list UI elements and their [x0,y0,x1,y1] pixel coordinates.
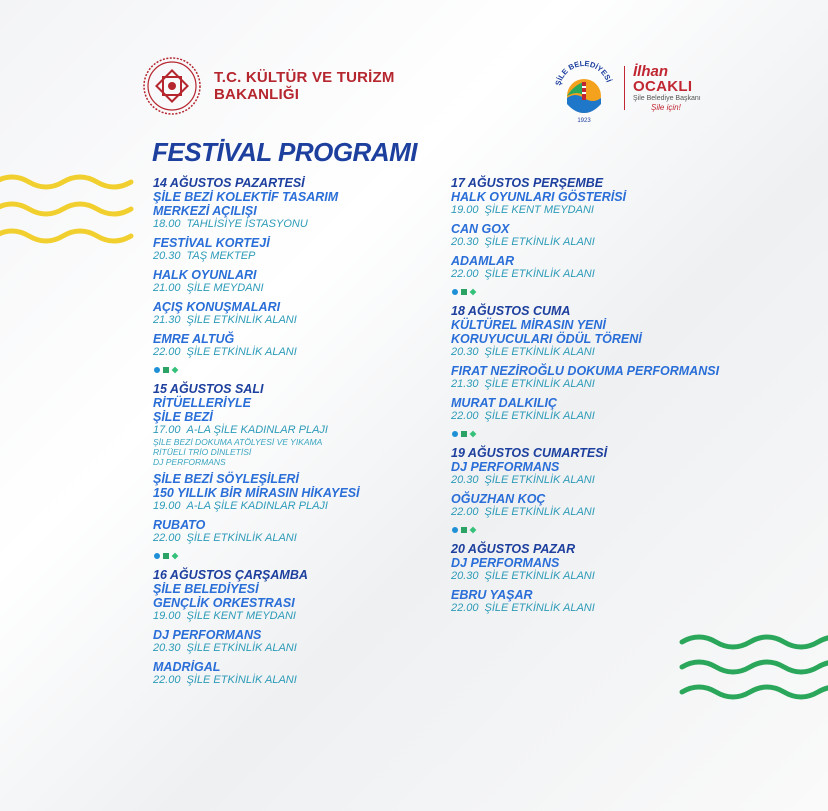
event-info [451,236,741,249]
section-divider [452,431,741,437]
event-venue: ŞİLE KENT MEYDANI [186,610,296,622]
event-time: 20.30 [153,250,181,262]
event-time: 22.00 [451,506,479,518]
event-venue: ŞİLE ETKİNLİK ALANI [484,570,595,582]
event-name: DJ PERFORMANS [451,556,560,570]
day-section [451,446,741,519]
event-time: 17.00 [153,424,181,436]
slogan: Şile için! [651,102,681,112]
event-name: ŞİLE BEZİ KOLEKTİF TASARIM [153,190,339,204]
divider-dot-icon [461,289,467,295]
event-name: RUBATO [153,518,206,532]
event-name: ŞİLE BEZİ [153,410,213,424]
ministry-seal-icon [142,56,202,116]
event-info [451,378,741,391]
event-note-line: RİTÜELİ TRİO DİNLETİSİ [153,447,252,457]
event-name: GENÇLİK ORKESTRASI [153,596,295,610]
event-name: HALK OYUNLARI [153,268,257,282]
event-name: EBRU YAŞAR [451,588,533,602]
event-name: ŞİLE BELEDİYESİ [153,582,259,596]
event-item [153,472,433,513]
divider-dot-icon [163,553,169,559]
event-info [153,314,433,327]
program-column-left [153,176,433,692]
event-item [451,318,741,359]
event-item [153,300,433,327]
event-item [451,556,741,583]
event-name: KÜLTÜREL MİRASIN YENİ [451,318,606,332]
event-venue: ŞİLE ETKİNLİK ALANI [186,532,297,544]
event-info [153,346,433,359]
page-title: FESTİVAL PROGRAMI [152,137,417,167]
event-info [153,282,433,295]
ministry-logo [142,56,395,116]
section-divider [452,527,741,533]
day-section [153,382,433,545]
event-info [451,268,741,281]
event-name: ADAMLAR [451,254,515,268]
event-time: 21.00 [153,282,181,294]
event-name: ŞİLE BEZİ SÖYLEŞİLERİ [153,472,299,486]
divider-dot-icon [470,527,477,534]
event-item [153,268,433,295]
event-time: 19.00 [153,610,181,622]
mayor-last-name: OCAKLI [633,77,693,95]
municipality-year: 1923 [577,118,591,124]
event-time: 20.30 [451,346,479,358]
event-time: 21.30 [153,314,181,326]
event-item [153,332,433,359]
event-info [153,610,433,623]
event-info [153,218,433,231]
event-item [153,518,433,545]
event-venue: ŞİLE ETKİNLİK ALANI [484,236,595,248]
divider-line [624,66,625,110]
event-info [451,410,741,423]
event-venue: ŞİLE ETKİNLİK ALANI [186,314,297,326]
yellow-waves [0,172,135,262]
event-venue: ŞİLE ETKİNLİK ALANI [484,346,595,358]
event-note-line: ŞİLE BEZİ DOKUMA ATÖLYESİ VE YIKAMA [153,437,323,447]
event-time: 21.30 [451,378,479,390]
day-heading: 20 AĞUSTOS PAZAR [451,542,576,556]
event-venue: ŞİLE ETKİNLİK ALANI [484,602,595,614]
event-time: 19.00 [451,204,479,216]
event-info [153,424,433,437]
event-item [153,582,433,623]
event-info [451,346,741,359]
event-name: OĞUZHAN KOÇ [451,492,546,506]
section-divider [154,367,433,373]
day-section [451,176,741,281]
event-info [451,506,741,519]
section-divider [154,553,433,559]
day-section [153,568,433,687]
event-name: HALK OYUNLARI GÖSTERİSİ [451,190,627,204]
event-venue: ŞİLE ETKİNLİK ALANI [484,506,595,518]
event-info [451,570,741,583]
divider-dot-icon [461,431,467,437]
event-venue: ŞİLE ETKİNLİK ALANI [186,674,297,686]
day-heading: 16 AĞUSTOS ÇARŞAMBA [153,568,308,582]
event-info [451,474,741,487]
event-name: RİTÜELLERİYLE [153,396,251,410]
day-heading: 18 AĞUSTOS CUMA [451,304,571,318]
event-name: DJ PERFORMANS [153,628,262,642]
event-time: 22.00 [153,346,181,358]
event-time: 22.00 [153,674,181,686]
event-name: MADRİGAL [153,660,221,674]
event-name: EMRE ALTUĞ [153,332,235,346]
divider-dot-icon [452,431,458,437]
divider-dot-icon [452,527,458,533]
event-name: AÇIŞ KONUŞMALARI [153,300,281,314]
event-item [451,396,741,423]
event-name: MERKEZİ AÇILIŞI [153,204,257,218]
event-info [153,250,433,263]
day-heading: 19 AĞUSTOS CUMARTESİ [451,446,608,460]
day-heading: 17 AĞUSTOS PERŞEMBE [451,176,604,190]
mayor-first-name: İlhan [633,62,669,80]
event-venue: ŞİLE KENT MEYDANI [484,204,594,216]
event-venue: TAHLİSİYE İSTASYONU [186,218,308,230]
day-section [451,304,741,423]
event-item [153,190,433,231]
event-venue: ŞİLE ETKİNLİK ALANI [484,378,595,390]
divider-dot-icon [154,367,160,373]
event-venue: ŞİLE ETKİNLİK ALANI [186,346,297,358]
divider-dot-icon [163,367,169,373]
day-section [153,176,433,359]
municipality-emblem-icon [548,52,620,124]
event-venue: ŞİLE ETKİNLİK ALANI [186,642,297,654]
event-venue: ŞİLE ETKİNLİK ALANI [484,410,595,422]
event-time: 20.30 [153,642,181,654]
ministry-name [214,69,395,103]
event-info [153,532,433,545]
event-info [153,642,433,655]
event-venue: A-LA ŞİLE KADINLAR PLAJI [186,424,328,436]
divider-dot-icon [470,289,477,296]
divider-dot-icon [172,367,179,374]
day-section [451,542,741,615]
event-name: KORUYUCULARI ÖDÜL TÖRENİ [451,332,642,346]
event-note-line: DJ PERFORMANS [153,457,226,467]
ministry-name-line: T.C. KÜLTÜR VE TURİZM [214,69,395,86]
day-heading: 15 AĞUSTOS SALI [153,382,264,396]
event-info [451,602,741,615]
event-item [451,190,741,217]
event-item [153,236,433,263]
event-name: FESTİVAL KORTEJİ [153,236,270,250]
event-item [451,588,741,615]
event-item [451,492,741,519]
event-name: DJ PERFORMANS [451,460,560,474]
event-venue: ŞİLE ETKİNLİK ALANI [484,474,595,486]
green-waves [678,632,828,712]
event-time: 20.30 [451,236,479,248]
event-item [153,396,433,467]
program-column-right [451,176,741,620]
event-venue: A-LA ŞİLE KADINLAR PLAJI [186,500,328,512]
mayor-title: Şile Belediye Başkanı [633,94,701,102]
event-notes [153,437,433,467]
ministry-name-line: BAKANLIĞI [214,86,300,103]
divider-dot-icon [172,553,179,560]
event-item [451,460,741,487]
event-time: 22.00 [451,602,479,614]
mayor-signature [633,62,701,112]
event-name: 150 YILLIK BİR MİRASIN HİKAYESİ [153,486,360,500]
divider-dot-icon [154,553,160,559]
divider-dot-icon [452,289,458,295]
event-info [451,204,741,217]
event-venue: ŞİLE MEYDANI [186,282,264,294]
divider-dot-icon [461,527,467,533]
municipality-branding [548,52,701,124]
event-name: CAN GOX [451,222,510,236]
event-time: 20.30 [451,474,479,486]
event-item [153,628,433,655]
event-venue: ŞİLE ETKİNLİK ALANI [484,268,595,280]
day-heading: 14 AĞUSTOS PAZARTESİ [153,176,305,190]
event-item [451,222,741,249]
municipality-arc-text: ŞİLE BELEDİYESİ [553,58,614,87]
event-item [451,254,741,281]
event-info [153,674,433,687]
event-time: 18.00 [153,218,181,230]
event-time: 19.00 [153,500,181,512]
event-time: 22.00 [451,410,479,422]
event-item [451,364,741,391]
section-divider [452,289,741,295]
event-venue: TAŞ MEKTEP [186,250,256,262]
event-name: FIRAT NEZİROĞLU DOKUMA PERFORMANSI [451,364,720,378]
event-time: 22.00 [153,532,181,544]
event-name: MURAT DALKILIÇ [451,396,557,410]
event-info [153,500,433,513]
event-time: 22.00 [451,268,479,280]
event-time: 20.30 [451,570,479,582]
event-item [153,660,433,687]
divider-dot-icon [470,431,477,438]
